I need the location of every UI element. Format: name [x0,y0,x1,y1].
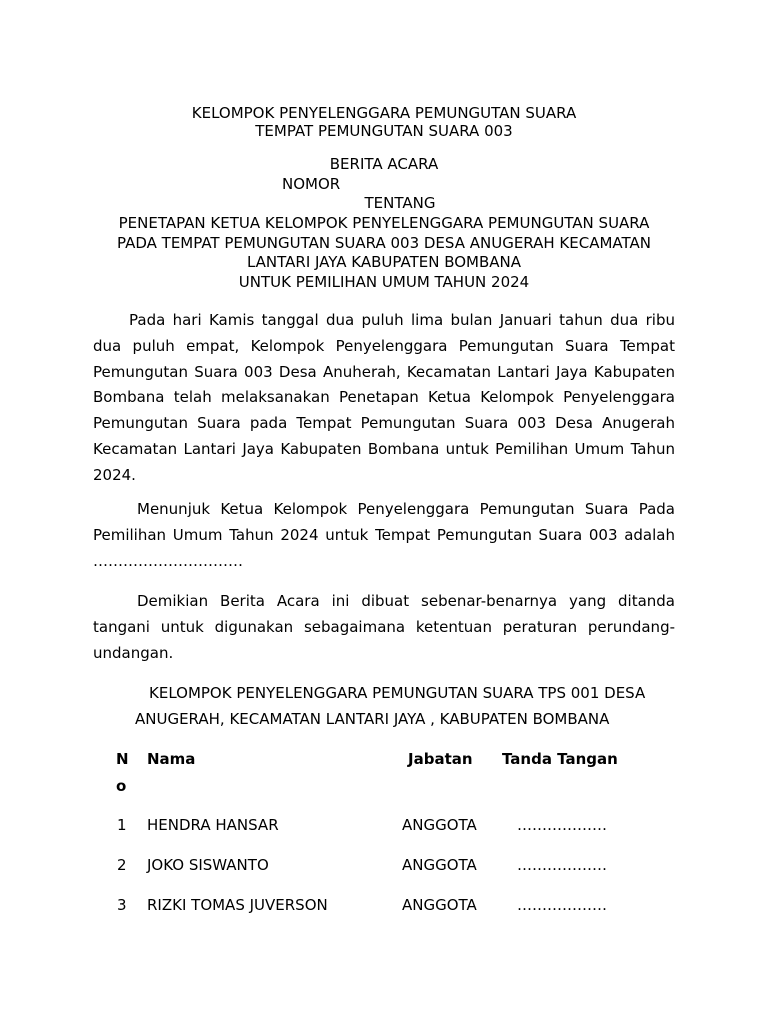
berita-acara-title: BERITA ACARA [329,155,439,173]
subject-line-1: PENETAPAN KETUA KELOMPOK PENYELENGGARA PEMUNGUTAN SUARA [118,214,650,232]
subject-line-3: LANTARI JAYA KABUPATEN BOMBANA [246,253,522,271]
row-2-nama: JOKO SISWANTO [147,856,269,874]
row-3-jabatan: ANGGOTA [402,896,477,914]
row-2-no: 2 [117,856,127,874]
row-1-nama: HENDRA HANSAR [147,816,279,834]
column-header-nama: Nama [147,750,196,768]
column-header-jabatan: Jabatan [408,750,473,768]
subject-line-4: UNTUK PEMILIHAN UMUM TAHUN 2024 [238,273,530,291]
column-header-tanda-tangan: Tanda Tangan [502,750,618,768]
row-2-jabatan: ANGGOTA [402,856,477,874]
paragraph-3-text: Demikian Berita Acara ini dibuat sebenar-benarnya yang ditanda tangani untuk digunakan sebagaimana ketentuan peraturan perundang-undangan. [93,592,675,662]
tentang-label [0,193,768,213]
members-heading [93,680,675,732]
subject-line-2: PADA TEMPAT PEMUNGUTAN SUARA 003 DESA ANUGERAH KECAMATAN [117,234,651,252]
paragraph-1-text: Pada hari Kamis tanggal dua puluh lima bulan Januari tahun dua ribu dua puluh empat, Kelompok Penyelenggara Pemungutan Suara Tempat Pemungutan Suara 003 Desa Anuherah, Kecamatan Lantari Jaya Kabupaten Bombana telah melaksanakan Penetapan Ketua Kelompok Penyelenggara Pemungutan Suara pada Tempat Pemungutan Suara 003 Desa Anugerah Kecamatan Lantari Jaya Kabupaten Bombana untuk Pemilihan Umum Tahun 2024. [93,311,675,484]
row-3-nama: RIZKI TOMAS JUVERSON [147,896,328,914]
row-1-no: 1 [117,816,127,834]
paragraph-2 [93,497,675,574]
row-1-signature: ……………… [517,816,607,834]
header-line-2: TEMPAT PEMUNGUTAN SUARA 003 [255,122,513,140]
paragraph-3 [93,589,675,666]
row-3-no: 3 [117,896,127,914]
column-header-no-1: N [116,750,129,768]
row-3-signature: ……………… [517,896,607,914]
row-1-jabatan: ANGGOTA [402,816,477,834]
nomor-label: NOMOR [282,175,341,193]
header-line-1: KELOMPOK PENYELENGGARA PEMUNGUTAN SUARA [191,104,577,122]
row-2-signature: ……………… [517,856,607,874]
paragraph-1 [93,308,675,489]
paragraph-2-text: Menunjuk Ketua Kelompok Penyelenggara Pemungutan Suara Pada Pemilihan Umum Tahun 2024 untuk Tempat Pemungutan Suara 003 adalah ………………………… [93,500,675,570]
tentang-text: TENTANG [364,194,436,212]
column-header-no-2: o [116,777,127,795]
members-heading-line-1: KELOMPOK PENYELENGGARA PEMUNGUTAN SUARA TPS 001 DESA [149,684,646,702]
members-heading-line-2: ANUGERAH, KECAMATAN LANTARI JAYA , KABUPATEN BOMBANA [135,710,610,728]
